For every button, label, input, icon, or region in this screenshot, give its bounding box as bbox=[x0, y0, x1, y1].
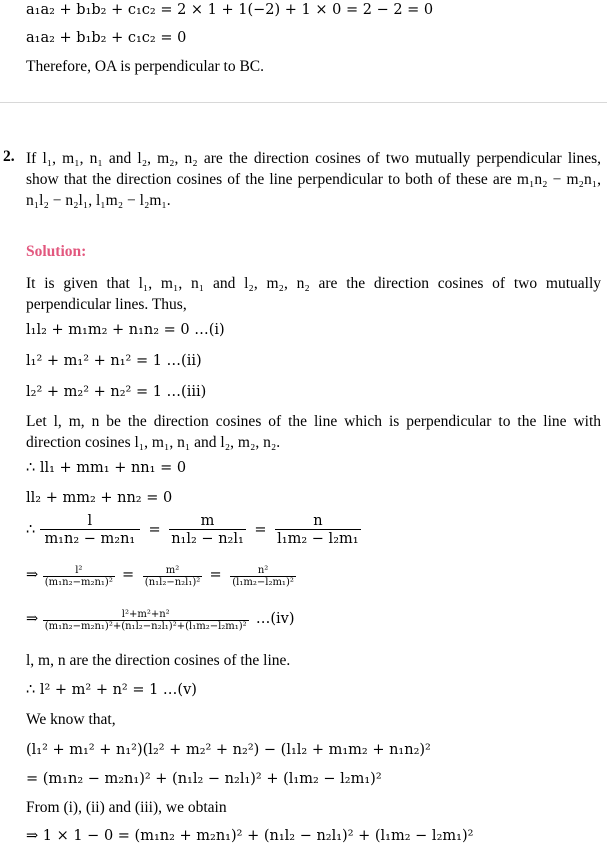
equation-line: ∴ l² + m² + n² = 1 …(v) bbox=[26, 682, 197, 698]
solution-label: Solution: bbox=[26, 243, 87, 260]
equals-sign: = bbox=[254, 522, 267, 538]
question-text: If l₁, m₁, n₁ and l₂, m₂, n₂ are the direction cosines of two mutually perpendicular lines, show that the direction cosines of the line perpendicular to both of these are m₁n₂ − m₂n₁, n₁l₂ − n₂l₁, l₁m₂ − l₂m₁. bbox=[26, 150, 601, 209]
fraction-equation bbox=[26, 609, 295, 632]
solution-paragraph: l, m, n are the direction cosines of the line. bbox=[26, 652, 291, 669]
equation-line: l₁l₂ + m₁m₂ + n₁n₂ = 0 …(i) bbox=[26, 322, 225, 338]
therefore-symbol: ∴ bbox=[26, 522, 36, 538]
fraction bbox=[169, 513, 246, 547]
fraction-denominator: l₁m₂ − l₂m₁ bbox=[277, 531, 359, 547]
equation-line: l₂² + m₂² + n₂² = 1 …(iii) bbox=[26, 384, 207, 400]
equation-line: a₁a₂ + b₁b₂ + c₁c₂ = 2 × 1 + 1(−2) + 1 × 0 = 2 − 2 = 0 bbox=[26, 2, 434, 18]
implies-symbol: ⇒ bbox=[26, 611, 39, 627]
implies-symbol: ⇒ bbox=[26, 567, 39, 583]
equation-line: = (m₁n₂ − m₂n₁)² + (n₁l₂ − n₂l₁)² + (l₁m₂ − l₂m₁)² bbox=[26, 771, 382, 787]
fraction-denominator: (m₁n₂−m₂n₁)²+(n₁l₂−n₂l₁)²+(l₁m₂−l₂m₁)² bbox=[44, 621, 247, 632]
fraction-denominator: (l₁m₂−l₂m₁)² bbox=[232, 577, 294, 588]
fraction bbox=[275, 513, 360, 547]
solution-paragraph: It is given that l₁, m₁, n₁ and l₂, m₂, n₂ are the direction cosines of two mutually perpendicular lines. Thus, bbox=[26, 275, 601, 313]
equation-line: ll₂ + mm₂ + nn₂ = 0 bbox=[26, 490, 173, 506]
fraction bbox=[43, 609, 249, 632]
equation-line: a₁a₂ + b₁b₂ + c₁c₂ = 0 bbox=[26, 30, 187, 46]
fraction-denominator: (m₁n₂−m₂n₁)² bbox=[44, 577, 113, 588]
fraction-equation bbox=[26, 565, 296, 588]
equals-sign: = bbox=[122, 567, 135, 583]
fraction-denominator: m₁n₂ − m₂n₁ bbox=[40, 529, 140, 547]
fraction-numerator: l²+m²+n² bbox=[121, 609, 170, 620]
fraction-denominator: n₁l₂ − n₂l₁ bbox=[171, 531, 244, 547]
fraction bbox=[143, 565, 203, 588]
fraction-numerator: n² bbox=[257, 565, 269, 576]
equals-sign: = bbox=[148, 522, 161, 538]
equation-line: l₁² + m₁² + n₁² = 1 …(ii) bbox=[26, 353, 202, 369]
equation-line: ⇒ 1 × 1 − 0 = (m₁n₂ + m₂n₁)² + (n₁l₂ − n₂l₁)² + (l₁m₂ − l₂m₁)² bbox=[26, 828, 474, 844]
equation-line: (l₁² + m₁² + n₁²)(l₂² + m₂² + n₂²) − (l₁l₂ + m₁m₂ + n₁n₂)² bbox=[26, 742, 431, 758]
fraction bbox=[43, 565, 115, 588]
fraction-numerator: l bbox=[87, 513, 93, 529]
fraction bbox=[230, 565, 296, 588]
solution-paragraph: We know that, bbox=[26, 711, 116, 728]
solution-paragraph: Let l, m, n be the direction cosines of the line which is perpendicular to the line with direction cosines l₁, m₁, n₁ and l₂, m₂, n₂. bbox=[26, 413, 601, 451]
equals-sign: = bbox=[209, 567, 222, 583]
fraction-numerator: n bbox=[313, 513, 323, 529]
section-divider bbox=[0, 102, 607, 103]
equation-tag: …(iv) bbox=[255, 611, 295, 627]
conclusion-text: Therefore, OA is perpendicular to BC. bbox=[26, 58, 265, 75]
fraction-equation bbox=[26, 513, 361, 547]
fraction-numerator: l² bbox=[75, 565, 83, 576]
question-number: 2. bbox=[3, 148, 15, 165]
fraction-numerator: m² bbox=[165, 565, 180, 576]
solution-paragraph: From (i), (ii) and (iii), we obtain bbox=[26, 799, 227, 816]
fraction-denominator: (n₁l₂−n₂l₁)² bbox=[144, 577, 201, 588]
fraction bbox=[40, 513, 140, 547]
fraction-numerator: m bbox=[200, 513, 215, 529]
equation-line: ∴ ll₁ + mm₁ + nn₁ = 0 bbox=[26, 460, 187, 476]
